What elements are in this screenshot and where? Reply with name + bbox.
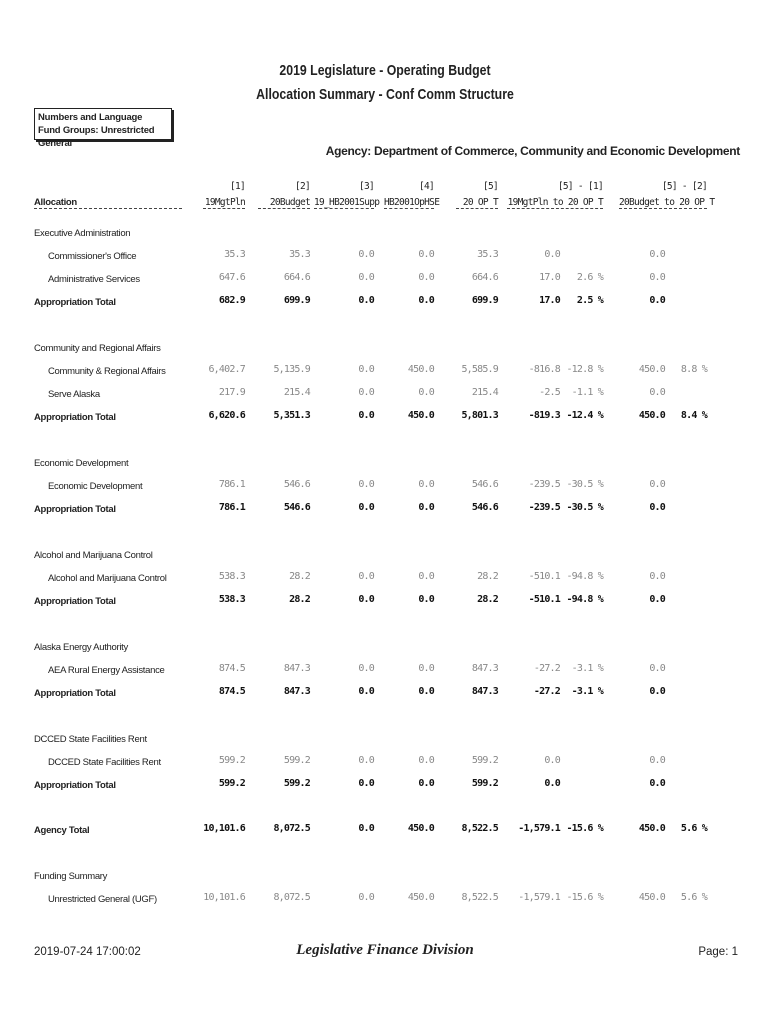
column-header-name: 19_HB2001Supp	[314, 197, 380, 208]
table-cell: 450.0	[407, 823, 434, 834]
table-cell: 546.6	[283, 479, 310, 490]
row-label: Unrestricted General (UGF)	[48, 894, 157, 905]
table-cell: 5,135.9	[273, 364, 310, 375]
row-label: Community & Regional Affairs	[48, 366, 166, 377]
table-cell: 35.3	[477, 249, 498, 260]
table-cell: -816.8	[528, 364, 560, 375]
table-cell: 0.0	[649, 594, 665, 605]
column-header-num: [4]	[418, 181, 434, 192]
table-cell: 8.8 %	[680, 364, 707, 375]
table-cell: 6,402.7	[208, 364, 245, 375]
column-header-name: 19MgtPln	[204, 197, 245, 208]
total-label: Appropriation Total	[34, 412, 116, 423]
table-cell: 28.2	[289, 571, 310, 582]
table-cell: -510.1	[528, 571, 560, 582]
column-header-num: [5] - [1]	[557, 181, 603, 192]
table-cell: 2.5 %	[576, 295, 603, 306]
total-label: Appropriation Total	[34, 504, 116, 515]
table-cell: 5.6 %	[680, 823, 707, 834]
report-title: 2019 Legislature - Operating Budget	[279, 62, 491, 79]
table-cell: 450.0	[638, 364, 665, 375]
column-header-num: [2]	[294, 181, 310, 192]
table-cell: 0.0	[649, 387, 665, 398]
table-cell: -1.1 %	[571, 387, 603, 398]
table-cell: 599.2	[471, 778, 498, 789]
column-header-name: 20Budget to 20 OP T	[619, 197, 715, 208]
column-header-name: 20Budget	[258, 197, 310, 209]
table-cell: 847.3	[283, 663, 310, 674]
section-heading: DCCED State Facilities Rent	[34, 734, 147, 745]
table-cell: 0.0	[418, 778, 434, 789]
total-label: Agency Total	[34, 825, 90, 836]
table-cell: 546.6	[283, 502, 310, 513]
table-cell: 450.0	[638, 823, 665, 834]
table-cell: 0.0	[358, 249, 374, 260]
table-cell: 0.0	[358, 387, 374, 398]
section-heading: Economic Development	[34, 458, 129, 469]
table-cell: 847.3	[471, 686, 498, 697]
filter-fund-groups: Fund Groups: Unrestricted General	[38, 125, 155, 149]
table-cell: 599.2	[283, 755, 310, 766]
table-cell: -819.3	[528, 410, 560, 421]
table-cell: -30.5 %	[566, 479, 603, 490]
table-cell: 0.0	[649, 272, 665, 283]
filter-box	[34, 108, 172, 149]
table-cell: 0.0	[358, 823, 374, 834]
table-cell: 0.0	[418, 594, 434, 605]
table-cell: 8,522.5	[461, 892, 498, 903]
table-cell: -510.1	[528, 594, 560, 605]
row-label: Economic Development	[48, 481, 143, 492]
table-cell: 0.0	[358, 594, 374, 605]
table-cell: 450.0	[407, 410, 434, 421]
table-cell: 599.2	[471, 755, 498, 766]
table-cell: 8.4 %	[680, 410, 707, 421]
table-cell: -94.8 %	[566, 594, 603, 605]
table-cell: 0.0	[544, 755, 560, 766]
table-cell: 0.0	[649, 571, 665, 582]
table-cell: 0.0	[649, 295, 665, 306]
column-header-num: [5]	[482, 181, 498, 192]
table-cell: 0.0	[418, 686, 434, 697]
table-cell: 0.0	[358, 502, 374, 513]
table-cell: 546.6	[471, 502, 498, 513]
table-cell: -12.8 %	[566, 364, 603, 375]
total-label: Appropriation Total	[34, 780, 116, 791]
table-cell: 0.0	[649, 778, 665, 789]
table-cell: 0.0	[358, 892, 374, 903]
row-label: Commissioner's Office	[48, 251, 137, 262]
table-cell: 0.0	[418, 387, 434, 398]
section-heading: Funding Summary	[34, 871, 108, 882]
table-cell: 215.4	[471, 387, 498, 398]
table-cell: -3.1 %	[571, 663, 603, 674]
table-cell: 0.0	[649, 249, 665, 260]
table-cell: 0.0	[649, 479, 665, 490]
footer-timestamp: 2019-07-24 17:00:02	[34, 946, 141, 958]
table-cell: 0.0	[358, 755, 374, 766]
table-cell: 0.0	[358, 778, 374, 789]
table-cell: -1,579.1	[518, 892, 560, 903]
table-cell: -1,579.1	[518, 823, 560, 834]
table-cell: 786.1	[218, 502, 245, 513]
table-cell: 647.6	[218, 272, 245, 283]
table-cell: 5.6 %	[680, 892, 707, 903]
table-cell: 5,801.3	[461, 410, 498, 421]
table-cell: 0.0	[649, 755, 665, 766]
row-label: AEA Rural Energy Assistance	[48, 665, 165, 676]
table-cell: 6,620.6	[208, 410, 245, 421]
footer-division: Legislative Finance Division	[296, 942, 474, 958]
table-cell: 847.3	[283, 686, 310, 697]
total-label: Appropriation Total	[34, 688, 116, 699]
table-cell: 664.6	[283, 272, 310, 283]
table-cell: 599.2	[218, 778, 245, 789]
table-cell: -27.2	[533, 686, 560, 697]
table-cell: 538.3	[218, 571, 245, 582]
table-cell: 0.0	[418, 479, 434, 490]
table-cell: 0.0	[358, 571, 374, 582]
column-header-name: 19MgtPln to 20 OP T	[507, 197, 603, 208]
table-cell: 0.0	[358, 686, 374, 697]
table-cell: 664.6	[471, 272, 498, 283]
table-cell: 0.0	[418, 249, 434, 260]
table-cell: 28.2	[477, 594, 498, 605]
table-cell: -27.2	[533, 663, 560, 674]
row-label: Serve Alaska	[48, 389, 100, 400]
section-heading: Community and Regional Affairs	[34, 343, 161, 354]
table-cell: 0.0	[544, 778, 560, 789]
table-cell: 450.0	[638, 892, 665, 903]
table-cell: 35.3	[289, 249, 310, 260]
allocation-header: Allocation	[34, 197, 182, 209]
table-cell: 10,101.6	[203, 823, 245, 834]
table-cell: 2.6 %	[576, 272, 603, 283]
table-cell: 0.0	[358, 272, 374, 283]
table-cell: -12.4 %	[566, 410, 603, 421]
table-cell: 0.0	[649, 686, 665, 697]
table-cell: 874.5	[218, 686, 245, 697]
table-cell: 8,072.5	[273, 823, 310, 834]
table-cell: -15.6 %	[566, 823, 603, 834]
table-cell: 847.3	[471, 663, 498, 674]
agency-title: Agency: Department of Commerce, Community and Economic Development	[325, 144, 740, 158]
total-label: Appropriation Total	[34, 297, 116, 308]
table-cell: 10,101.6	[203, 892, 245, 903]
table-cell: 17.0	[539, 295, 560, 306]
table-cell: 450.0	[407, 892, 434, 903]
table-cell: 0.0	[649, 663, 665, 674]
footer-page: Page: 1	[698, 946, 738, 958]
table-cell: 546.6	[471, 479, 498, 490]
total-label: Appropriation Total	[34, 596, 116, 607]
row-label: Alcohol and Marijuana Control	[48, 573, 167, 584]
table-cell: 699.9	[471, 295, 498, 306]
table-cell: -15.6 %	[566, 892, 603, 903]
table-cell: 8,522.5	[461, 823, 498, 834]
table-cell: 0.0	[418, 502, 434, 513]
table-cell: -239.5	[528, 479, 560, 490]
table-cell: 599.2	[283, 778, 310, 789]
section-heading: Executive Administration	[34, 228, 131, 239]
table-cell: 0.0	[358, 479, 374, 490]
table-cell: 786.1	[218, 479, 245, 490]
table-cell: 0.0	[649, 502, 665, 513]
column-header-name: HB2001OpHSE	[384, 197, 440, 208]
table-cell: 599.2	[218, 755, 245, 766]
row-label: DCCED State Facilities Rent	[48, 757, 161, 768]
table-cell: -30.5 %	[566, 502, 603, 513]
table-cell: 699.9	[283, 295, 310, 306]
table-cell: 0.0	[418, 755, 434, 766]
table-cell: -3.1 %	[571, 686, 603, 697]
column-header-num: [1]	[229, 181, 245, 192]
table-cell: 5,585.9	[461, 364, 498, 375]
table-cell: 450.0	[407, 364, 434, 375]
table-cell: 0.0	[418, 295, 434, 306]
table-cell: 28.2	[289, 594, 310, 605]
table-cell: 217.9	[218, 387, 245, 398]
table-cell: 0.0	[418, 272, 434, 283]
table-cell: 0.0	[544, 249, 560, 260]
filter-numbers-language: Numbers and Language	[38, 112, 143, 123]
table-cell: 0.0	[358, 663, 374, 674]
table-cell: -94.8 %	[566, 571, 603, 582]
table-cell: 874.5	[218, 663, 245, 674]
table-cell: 8,072.5	[273, 892, 310, 903]
table-cell: 682.9	[218, 295, 245, 306]
table-cell: 5,351.3	[273, 410, 310, 421]
table-cell: 35.3	[224, 249, 245, 260]
table-cell: 17.0	[539, 272, 560, 283]
table-cell: 0.0	[418, 663, 434, 674]
table-cell: 215.4	[283, 387, 310, 398]
table-cell: -239.5	[528, 502, 560, 513]
section-heading: Alcohol and Marijuana Control	[34, 550, 153, 561]
row-label: Administrative Services	[48, 274, 140, 285]
column-header-num: [5] - [2]	[661, 181, 707, 192]
table-cell: 450.0	[638, 410, 665, 421]
table-cell: -2.5	[539, 387, 560, 398]
table-cell: 0.0	[358, 410, 374, 421]
table-cell: 538.3	[218, 594, 245, 605]
table-cell: 0.0	[358, 364, 374, 375]
table-cell: 0.0	[418, 571, 434, 582]
column-header-name: 20 OP T	[456, 197, 498, 209]
report-subtitle: Allocation Summary - Conf Comm Structure	[256, 86, 514, 103]
section-heading: Alaska Energy Authority	[34, 642, 128, 653]
table-cell: 0.0	[358, 295, 374, 306]
table-cell: 28.2	[477, 571, 498, 582]
column-header-num: [3]	[358, 181, 374, 192]
